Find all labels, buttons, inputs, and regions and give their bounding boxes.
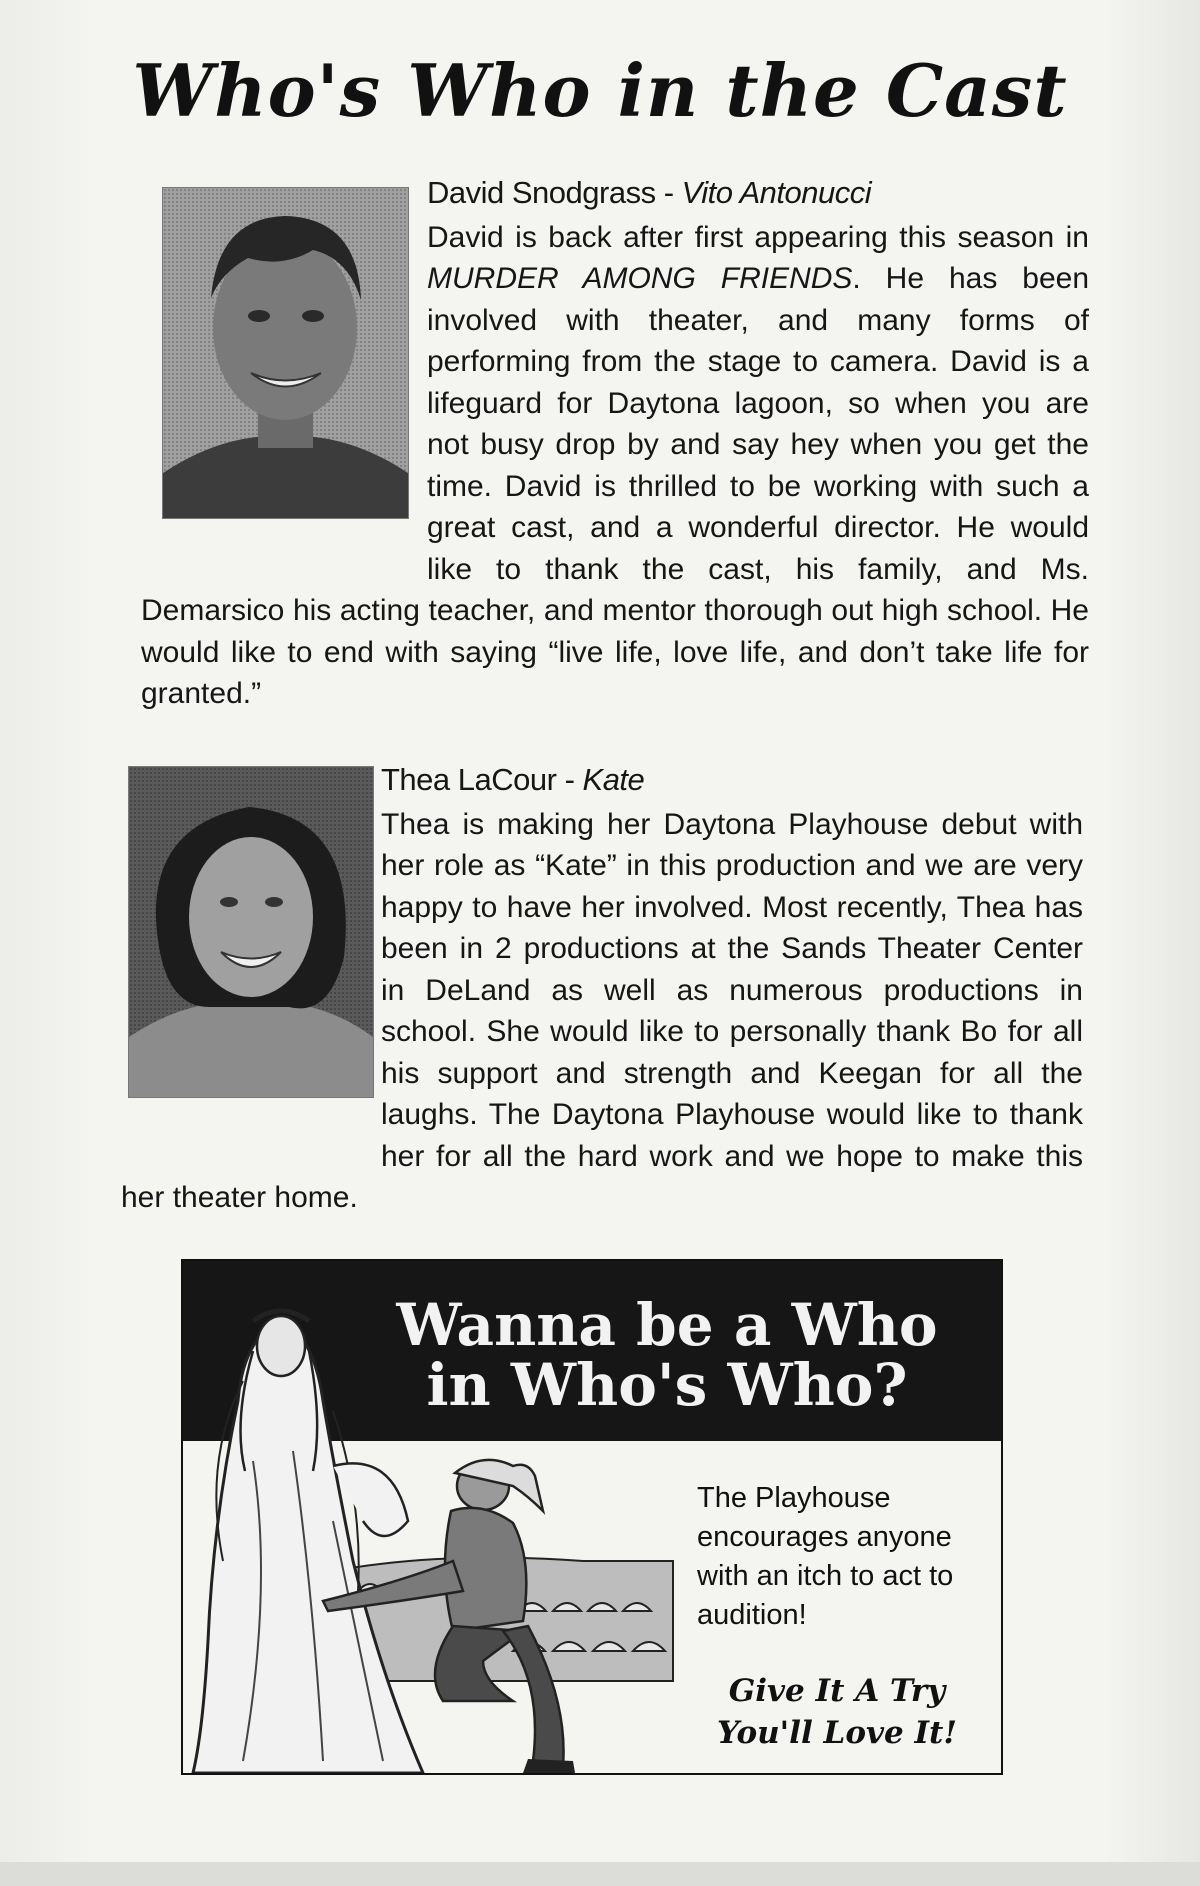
- ad-body-text: The Playhouse encourages anyone with an itch to act to audition!: [697, 1482, 954, 1631]
- bio-text-continued: . He has been involved with theater, and many forms of performing from the stage to camera. David is a lifeguard for Daytona lagoon, so when you are not busy drop by and say hey when you get the time. David is thrilled to be working with such a great cast, and a wonderful director. He would like to thank the cast, his family, and Ms. Demarsico his acting teacher, and mentor thorough out high school. He would like to end with saying “live life, love life, and don’t take life for granted.”: [141, 262, 1089, 710]
- cast-name: Thea LaCour: [381, 762, 557, 797]
- ad-tagline-line-1: Give It A Try: [728, 1673, 946, 1709]
- bio-show-title: MURDER AMONG FRIENDS: [427, 262, 853, 295]
- bio-text: David is back after first appearing this season in: [427, 220, 1089, 254]
- page-title: Who's Who in the Cast: [132, 48, 1068, 133]
- ad-headline-line-2: in Who's Who?: [426, 1351, 908, 1419]
- name-separator: -: [556, 762, 583, 797]
- cast-role: Vito Antonucci: [681, 175, 872, 210]
- cast-name: David Snodgrass: [427, 175, 656, 210]
- headshot-david: [162, 187, 409, 519]
- ad-headline-line-1: Wanna be a Who: [396, 1291, 938, 1359]
- headshot-david-image: [163, 188, 408, 518]
- audition-ad: [181, 1259, 1003, 1775]
- ad-tagline-line-2: You'll Love It!: [717, 1715, 957, 1751]
- bio-text: Thea is making her Daytona Playhouse debut with her role as “Kate” in this production and we are very happy to have her involved. Most recently, Thea has been in 2 productions at the Sands Theater Center in DeLand as well as numerous productions in school. She would like to personally thank Bo for all his support and strength and Keegan for all the laughs. The Daytona Playhouse would like to thank her for all the hard work and we hope to make this her theater home.: [121, 807, 1083, 1214]
- headshot-thea: [128, 766, 374, 1098]
- cast-role: Kate: [582, 762, 645, 797]
- headshot-thea-image: [129, 767, 373, 1097]
- page-bottom-edge: [0, 1862, 1200, 1886]
- name-separator: -: [655, 175, 682, 210]
- ad-tagline: [679, 1670, 995, 1754]
